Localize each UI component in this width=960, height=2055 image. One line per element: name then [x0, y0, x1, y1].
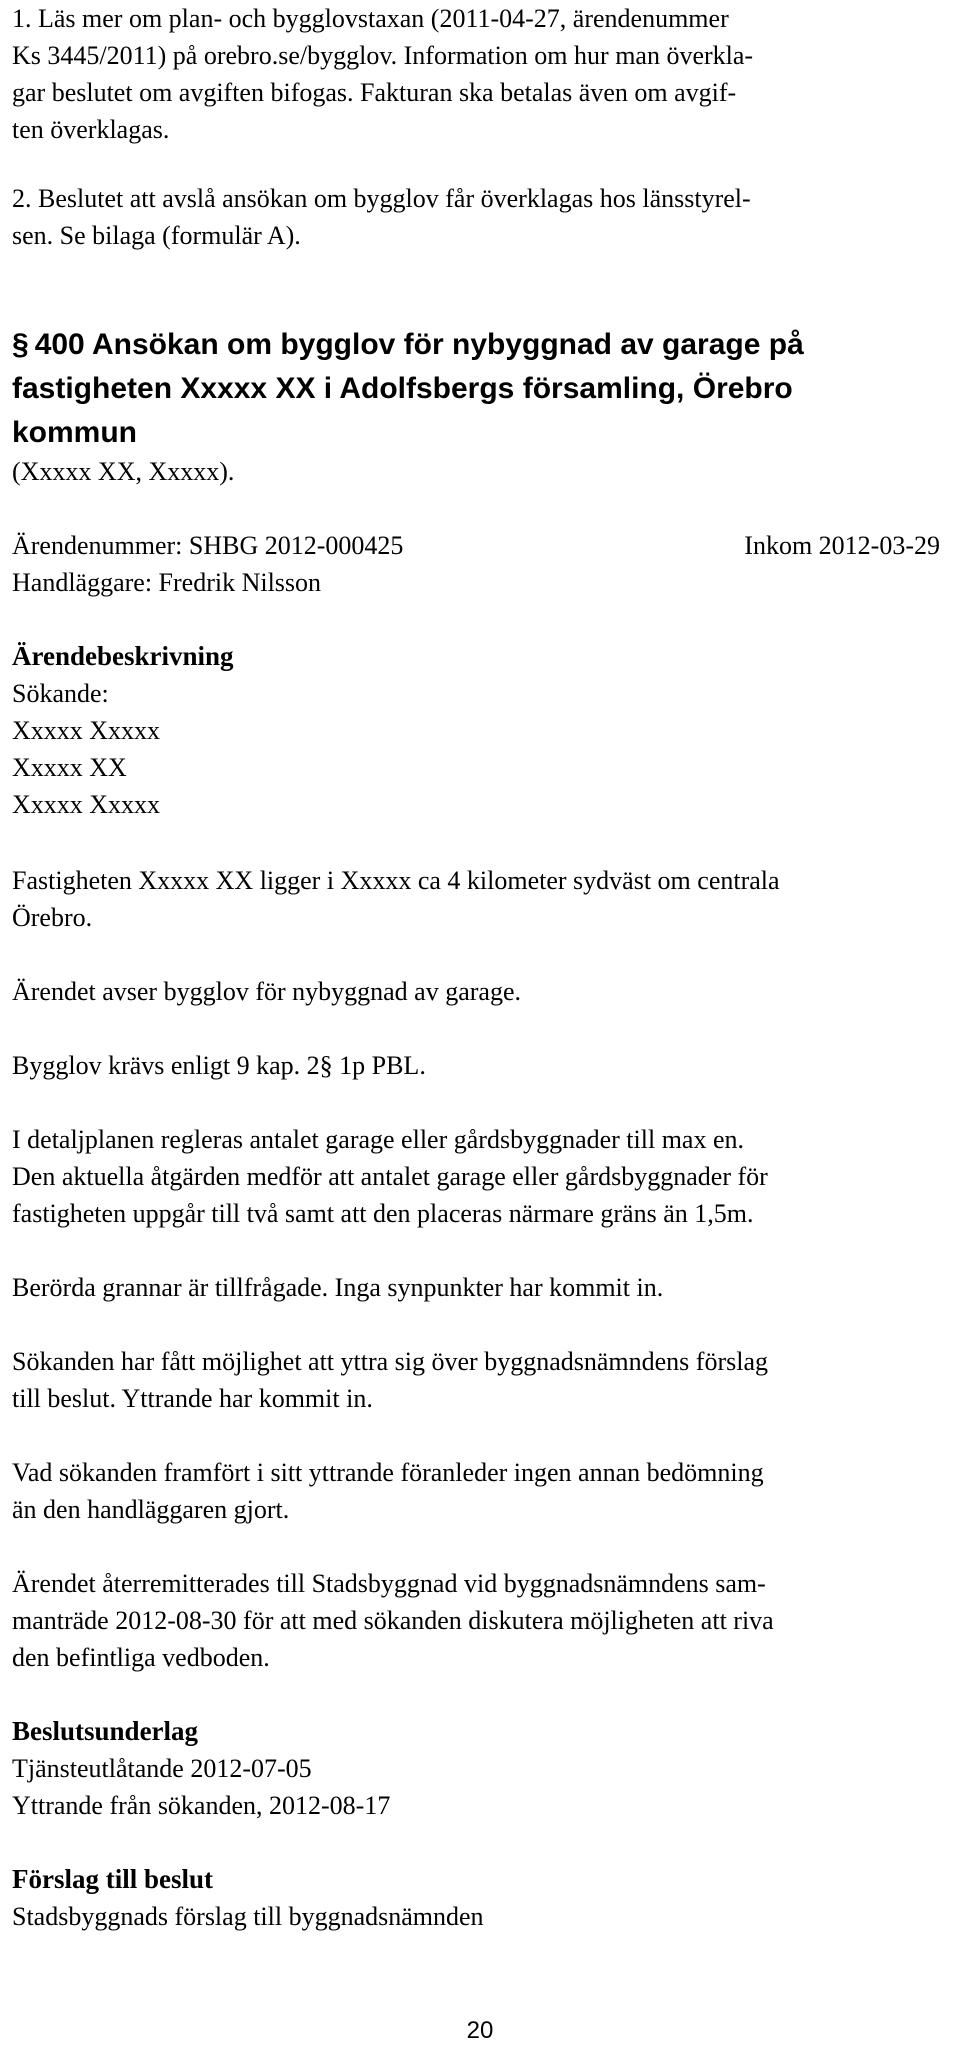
text-line: Ks 3445/2011) på orebro.se/bygglov. Information om hur man överkla- — [12, 41, 754, 70]
proposal-text — [12, 1898, 940, 1935]
basis-item: Tjänsteutlåtande 2012-07-05 — [12, 1754, 312, 1783]
heading-text: 400 Ansökan om bygglov för nybyggnad av garage på — [34, 328, 804, 361]
proposal-heading: Förslag till beslut — [12, 1864, 213, 1894]
text-line: den befintliga vedboden. — [12, 1643, 270, 1672]
received-date: Inkom 2012-03-29 — [744, 531, 940, 560]
text-line: än den handläggaren gjort. — [12, 1495, 290, 1524]
text-line: gar beslutet om avgiften bifogas. Fakturan ska betalas även om avgif- — [12, 78, 737, 107]
text-line: fastigheten uppgår till två samt att den placeras närmare gräns än 1,5m. — [12, 1199, 754, 1228]
case-meta-row — [12, 527, 940, 564]
case-handler — [12, 564, 940, 601]
applicant-line: Xxxxx Xxxxx — [12, 716, 161, 745]
description-paragraph-2 — [12, 973, 940, 1010]
basis-item: Yttrande från sökanden, 2012-08-17 — [12, 1791, 391, 1820]
applicant-line: Xxxxx XX — [12, 753, 127, 782]
applicant-line: Xxxxx Xxxxx — [12, 790, 161, 819]
heading-line — [12, 323, 940, 367]
description-paragraph-6 — [12, 1343, 940, 1417]
text-line: Bygglov krävs enligt 9 kap. 2§ 1p PBL. — [12, 1051, 426, 1080]
text-line: 1. Läs mer om plan- och bygglovstaxan (2011-04-27, ärendenummer — [12, 4, 729, 33]
text-line: Fastigheten Xxxxx XX ligger i Xxxxx ca 4 kilometer sydväst om centrala — [12, 866, 780, 895]
applicant-block — [12, 675, 940, 823]
page-number: 20 — [466, 2017, 494, 2044]
case-property-ref: (Xxxxx XX, Xxxxx). — [12, 457, 235, 486]
intro-paragraph-1 — [12, 0, 940, 148]
proposal-line: Stadsbyggnads förslag till byggnadsnämnden — [12, 1902, 484, 1931]
description-paragraph-4 — [12, 1121, 940, 1232]
description-paragraph-3 — [12, 1047, 940, 1084]
basis-list — [12, 1750, 940, 1824]
applicant-label: Sökande: — [12, 679, 109, 708]
text-line: I detaljplanen regleras antalet garage eller gårdsbyggnader till max en. — [12, 1125, 744, 1154]
text-line: Berörda grannar är tillfrågade. Inga synpunkter har kommit in. — [12, 1273, 664, 1302]
case-number: Ärendenummer: SHBG 2012-000425 — [12, 531, 404, 560]
text-line: manträde 2012-08-30 för att med sökanden diskutera möjligheten att riva — [12, 1606, 774, 1635]
description-heading: Ärendebeskrivning — [12, 641, 234, 671]
text-line: Den aktuella åtgärden medför att antalet garage eller gårdsbyggnader för — [12, 1162, 768, 1191]
description-paragraph-5 — [12, 1269, 940, 1306]
text-line: ten överklagas. — [12, 115, 170, 144]
text-line: sen. Se bilaga (formulär A). — [12, 221, 301, 250]
text-line: 2. Beslutet att avslå ansökan om bygglov får överklagas hos länsstyrel- — [12, 184, 751, 213]
description-paragraph-8 — [12, 1565, 940, 1676]
text-line: Örebro. — [12, 903, 93, 932]
description-paragraph-1 — [12, 862, 940, 936]
intro-paragraph-2 — [12, 180, 940, 254]
section-mark: § — [12, 328, 29, 361]
text-line: Sökanden har fått möjlighet att yttra sig över byggnadsnämndens förslag — [12, 1347, 768, 1376]
text-line: Vad sökanden framfört i sitt yttrande föranleder ingen annan bedömning — [12, 1458, 764, 1487]
case-heading-sub — [12, 453, 940, 490]
heading-line: fastigheten Xxxxx XX i Adolfsbergs församling, Örebro — [12, 372, 793, 405]
handler-line: Handläggare: Fredrik Nilsson — [12, 568, 322, 597]
case-heading — [12, 323, 940, 455]
description-paragraph-7 — [12, 1454, 940, 1528]
heading-line: kommun — [12, 416, 138, 449]
text-line: till beslut. Yttrande har kommit in. — [12, 1384, 373, 1413]
text-line: Ärendet återremitterades till Stadsbyggnad vid byggnadsnämndens sam- — [12, 1569, 766, 1598]
text-line: Ärendet avser bygglov för nybyggnad av garage. — [12, 977, 521, 1006]
basis-heading: Beslutsunderlag — [12, 1716, 199, 1746]
